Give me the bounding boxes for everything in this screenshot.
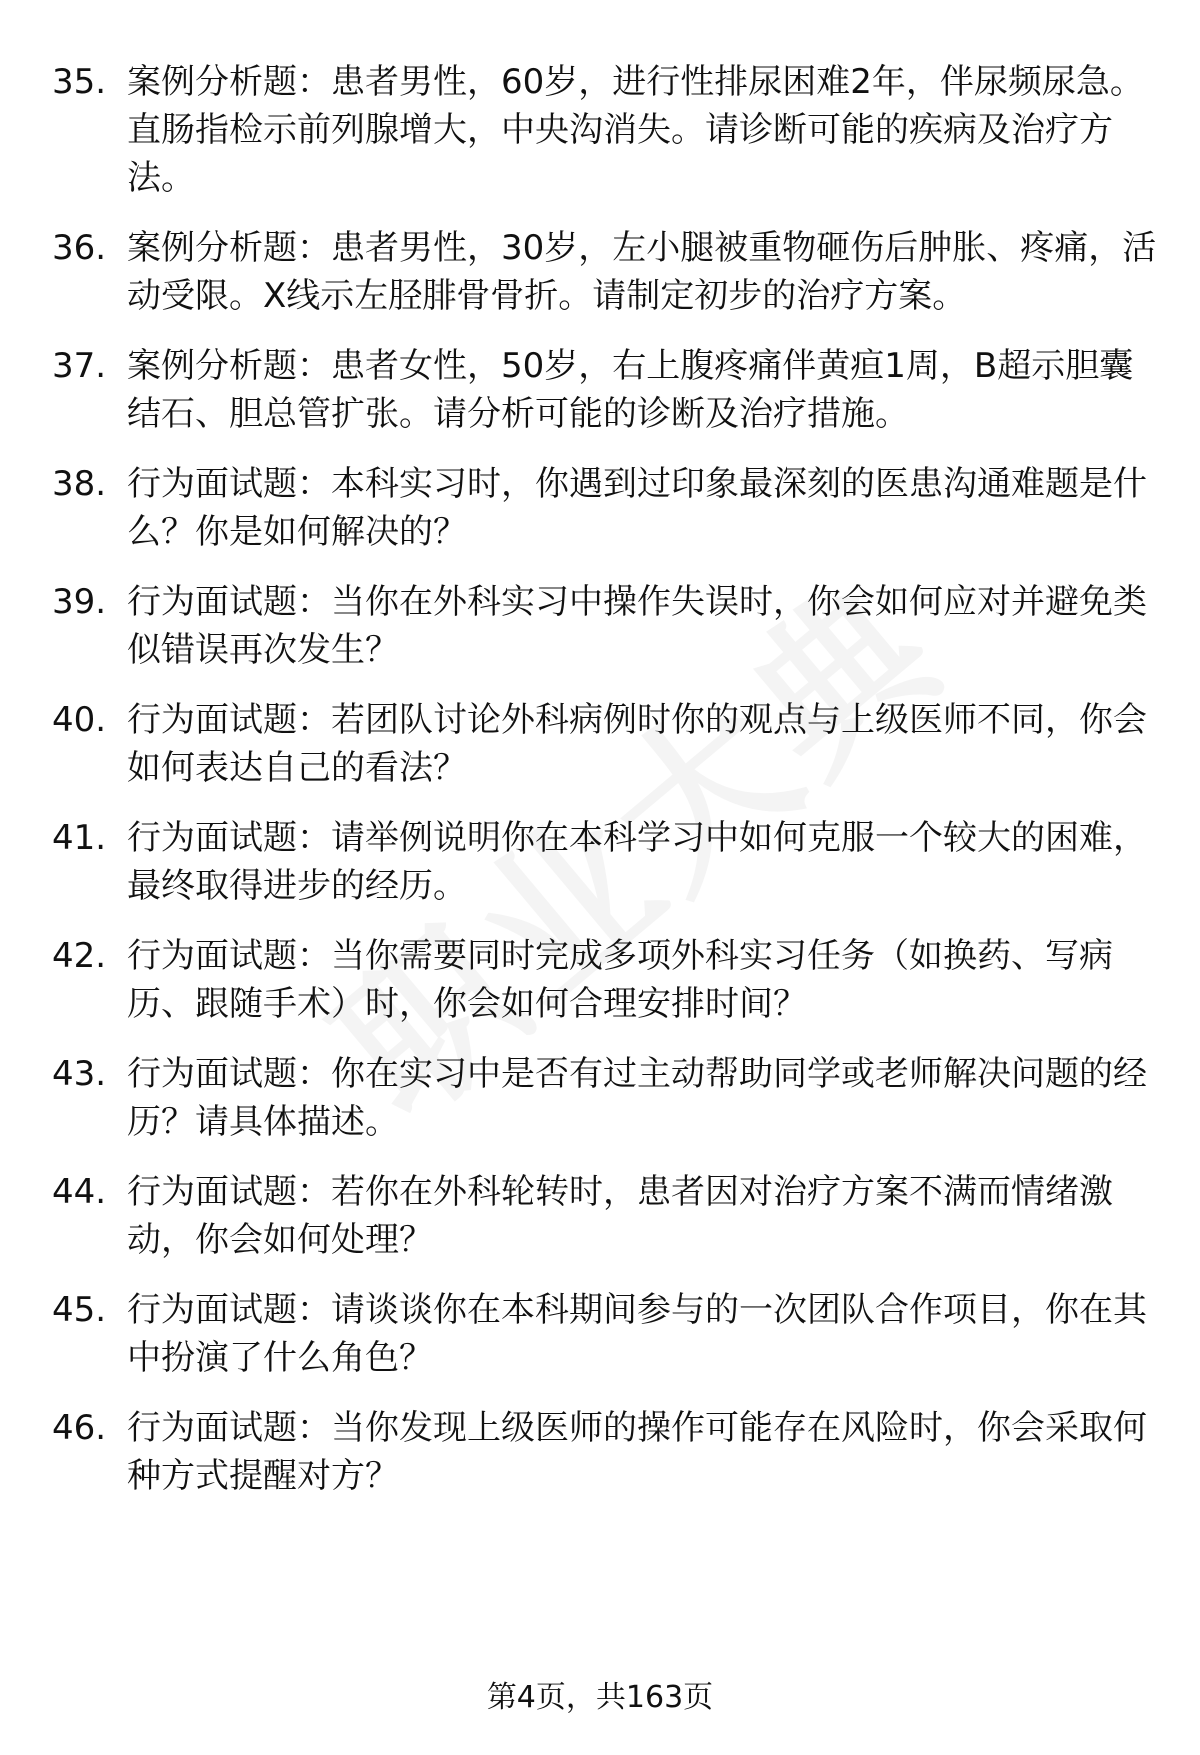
question-text: 行为面试题：请谈谈你在本科期间参与的一次团队合作项目，你在其中扮演了什么角色？ bbox=[127, 1290, 1147, 1378]
question-number: 44. bbox=[52, 1172, 107, 1212]
page-footer: 第4页，共163页 bbox=[486, 1680, 714, 1715]
question-text: 行为面试题：若团队讨论外科病例时你的观点与上级医师不同，你会如何表达自己的看法？ bbox=[127, 700, 1147, 788]
question-item bbox=[0, 460, 1200, 556]
question-number: 43. bbox=[52, 1054, 107, 1094]
question-number: 37. bbox=[52, 346, 107, 386]
question-number: 41. bbox=[52, 818, 107, 858]
question-number: 38. bbox=[52, 464, 107, 504]
question-text: 行为面试题：若你在外科轮转时，患者因对治疗方案不满而情绪激动，你会如何处理？ bbox=[127, 1172, 1113, 1260]
question-text: 行为面试题：当你发现上级医师的操作可能存在风险时，你会采取何种方式提醒对方？ bbox=[127, 1408, 1147, 1496]
question-item bbox=[0, 1404, 1200, 1500]
question-text: 行为面试题：本科实习时，你遇到过印象最深刻的医患沟通难题是什么？你是如何解决的？ bbox=[127, 464, 1147, 552]
question-item bbox=[0, 696, 1200, 792]
question-item bbox=[0, 58, 1200, 202]
question-number: 46. bbox=[52, 1408, 107, 1448]
question-text: 案例分析题：患者女性，50岁，右上腹疼痛伴黄疸1周，B超示胆囊结石、胆总管扩张。请分析可能的诊断及治疗措施。 bbox=[127, 346, 1134, 434]
question-list bbox=[0, 58, 1200, 1522]
question-number: 36. bbox=[52, 228, 107, 268]
question-text: 案例分析题：患者男性，60岁，进行性排尿困难2年，伴尿频尿急。直肠指检示前列腺增大，中央沟消失。请诊断可能的疾病及治疗方法。 bbox=[127, 62, 1144, 198]
question-item bbox=[0, 1168, 1200, 1264]
question-number: 39. bbox=[52, 582, 107, 622]
question-item bbox=[0, 1050, 1200, 1146]
question-number: 40. bbox=[52, 700, 107, 740]
question-text: 行为面试题：当你在外科实习中操作失误时，你会如何应对并避免类似错误再次发生？ bbox=[127, 582, 1147, 670]
question-item bbox=[0, 224, 1200, 320]
question-text: 行为面试题：请举例说明你在本科学习中如何克服一个较大的困难，最终取得进步的经历。 bbox=[127, 818, 1147, 906]
question-item bbox=[0, 342, 1200, 438]
question-text: 行为面试题：当你需要同时完成多项外科实习任务（如换药、写病历、跟随手术）时，你会如何合理安排时间？ bbox=[127, 936, 1113, 1024]
question-number: 42. bbox=[52, 936, 107, 976]
question-item bbox=[0, 1286, 1200, 1382]
question-number: 45. bbox=[52, 1290, 107, 1330]
question-text: 案例分析题：患者男性，30岁，左小腿被重物砸伤后肿胀、疼痛，活动受限。X线示左胫腓骨骨折。请制定初步的治疗方案。 bbox=[127, 228, 1157, 316]
question-item bbox=[0, 578, 1200, 674]
question-item bbox=[0, 932, 1200, 1028]
question-item bbox=[0, 814, 1200, 910]
question-text: 行为面试题：你在实习中是否有过主动帮助同学或老师解决问题的经历？请具体描述。 bbox=[127, 1054, 1147, 1142]
question-number: 35. bbox=[52, 62, 107, 102]
